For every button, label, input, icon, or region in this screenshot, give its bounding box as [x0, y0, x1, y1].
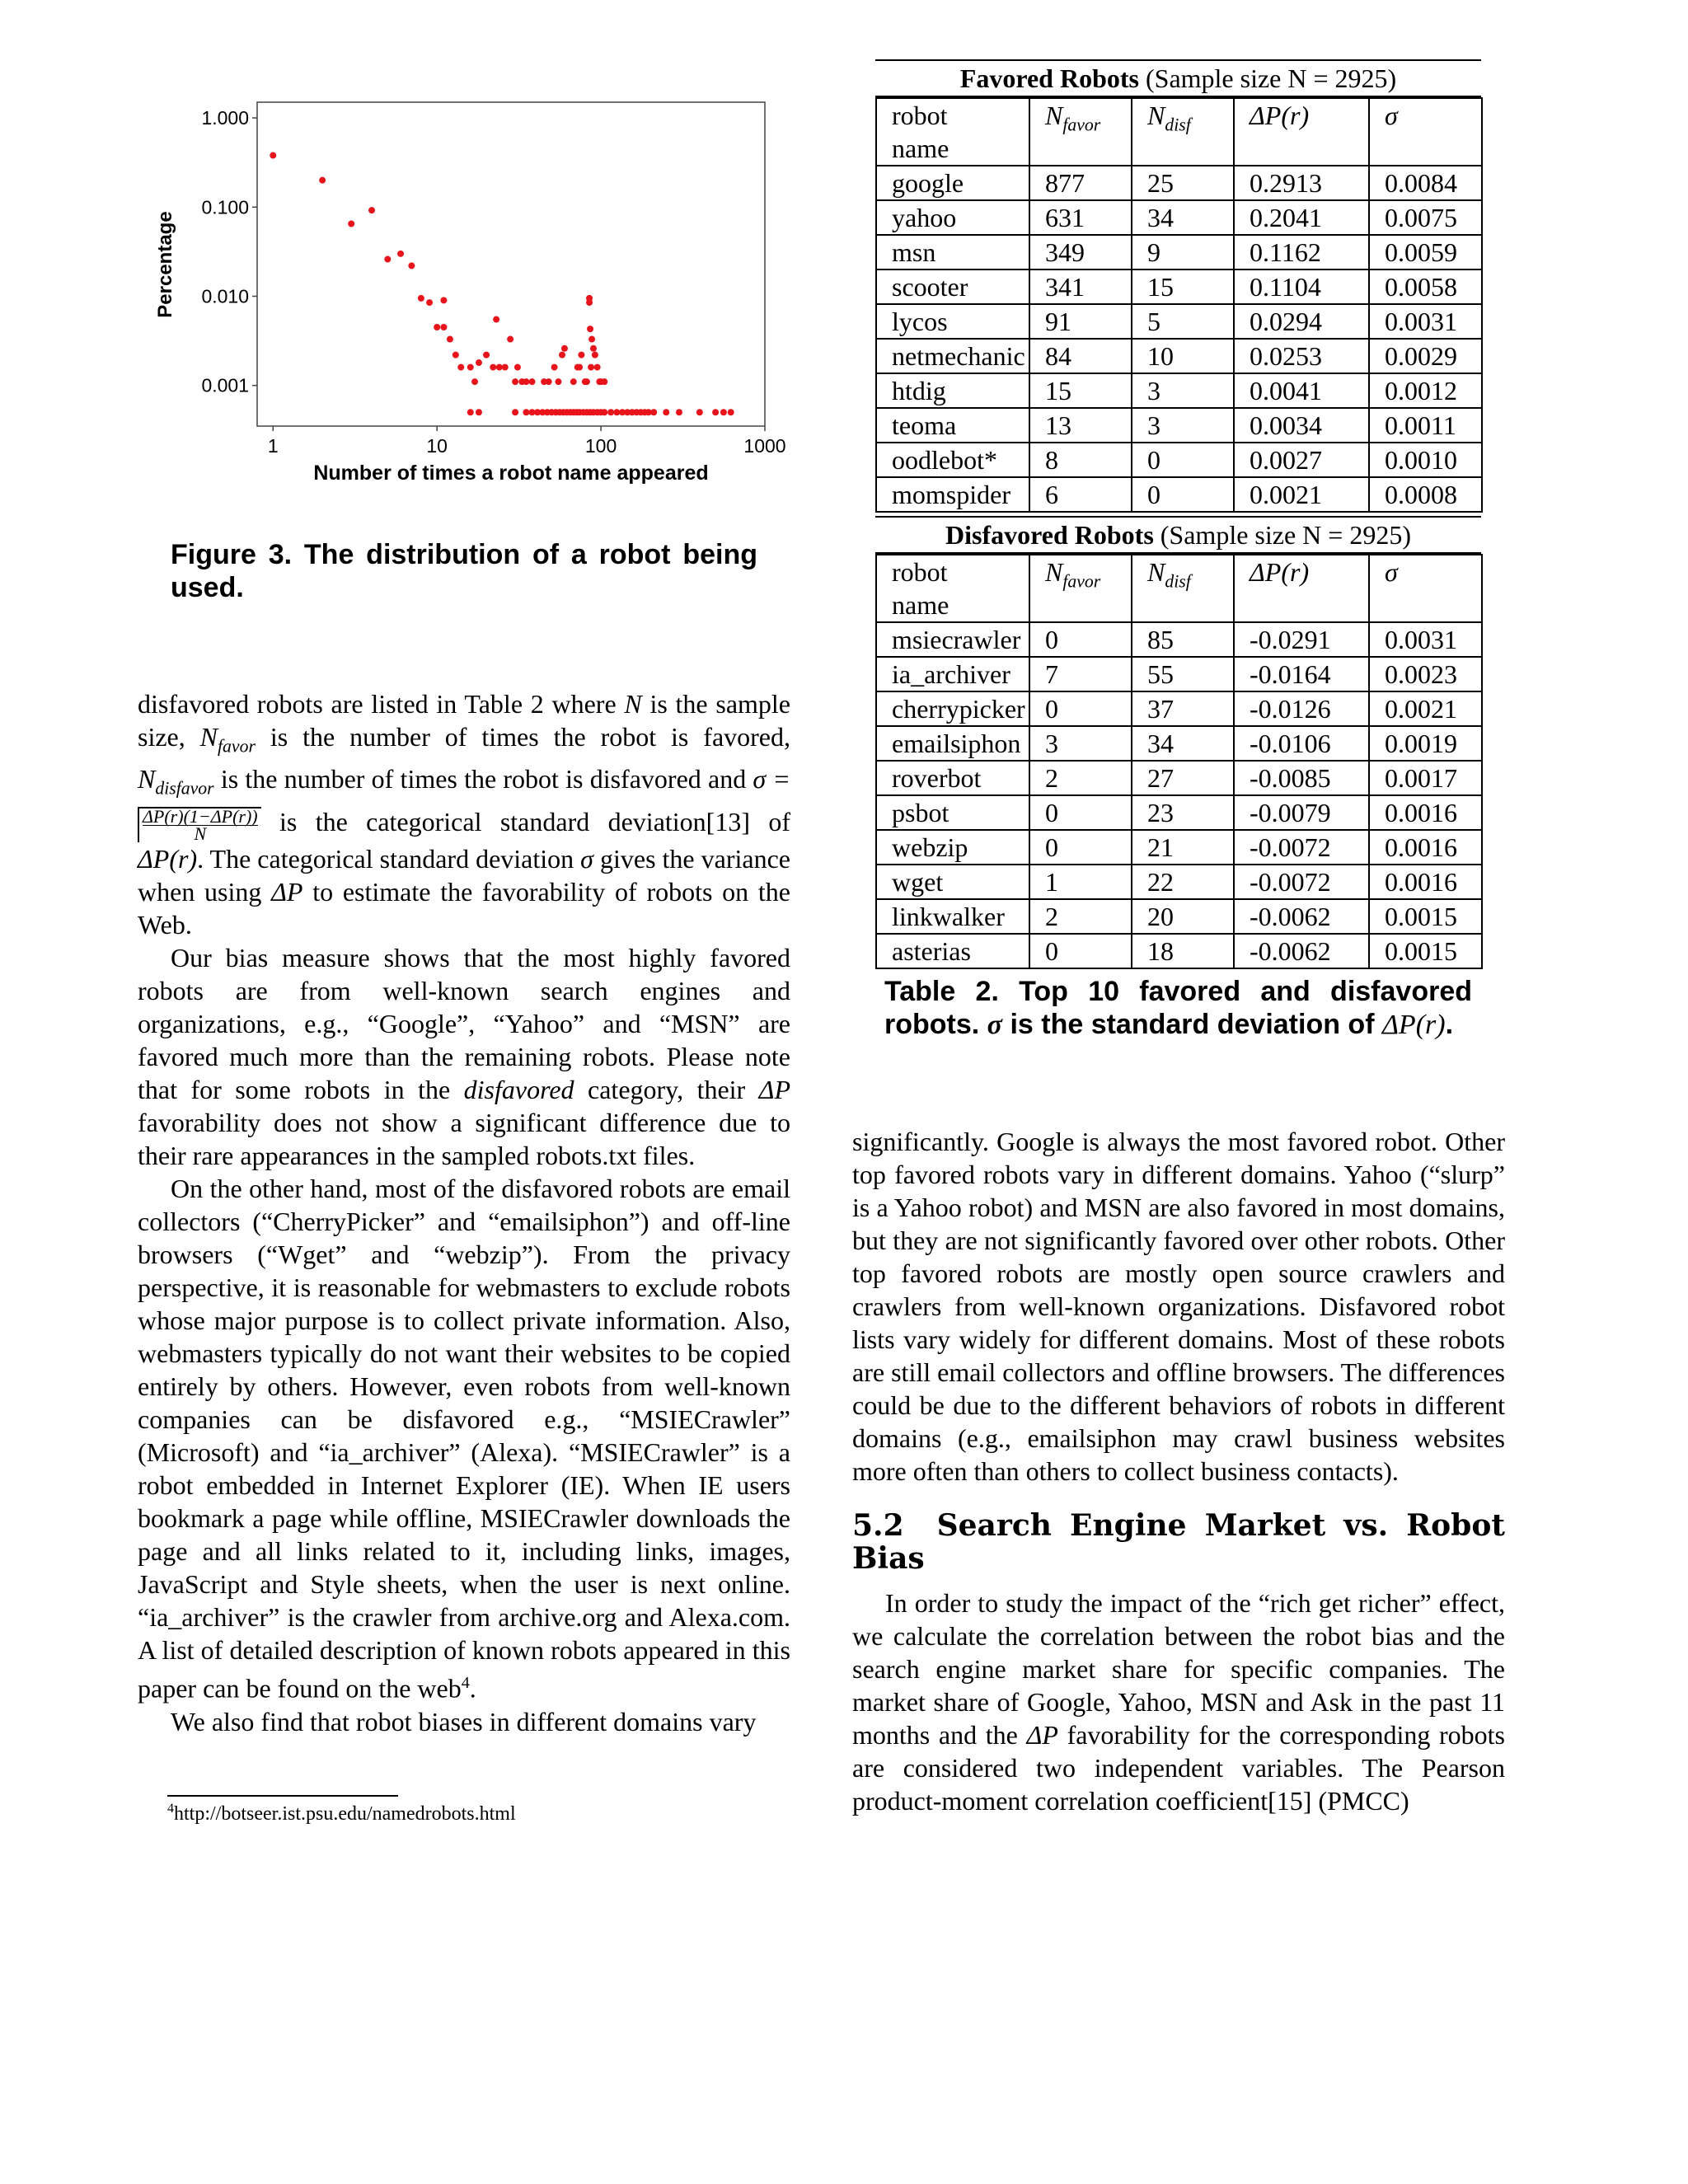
delta-p-cell: -0.0079 — [1234, 795, 1369, 830]
data-point — [447, 336, 453, 343]
y-tick-label: 0.001 — [201, 374, 249, 396]
data-point — [467, 364, 474, 371]
header-delta-p: ΔP(r) — [1234, 98, 1369, 166]
data-point — [594, 364, 601, 371]
robot-name-cell: ia_archiver — [876, 657, 1029, 691]
sigma-cell: 0.0019 — [1369, 726, 1482, 761]
robot-name-cell: msn — [876, 235, 1029, 269]
nfavor-cell: 0 — [1029, 795, 1132, 830]
nfavor-cell: 0 — [1029, 830, 1132, 865]
ndisf-cell: 27 — [1132, 761, 1234, 795]
data-point — [476, 359, 482, 366]
delta-p-cell: 0.0021 — [1234, 477, 1369, 512]
robot-name-cell: netmechanic — [876, 339, 1029, 373]
table-row — [876, 408, 1482, 443]
ndisf-cell: 23 — [1132, 795, 1234, 830]
header-ndisf: $N_{disf}$ — [1132, 98, 1234, 166]
x-tick-label: 100 — [584, 435, 617, 457]
data-point — [601, 378, 607, 385]
ndisf-cell: 55 — [1132, 657, 1234, 691]
robot-name-cell: msiecrawler — [876, 622, 1029, 657]
data-point — [418, 295, 424, 302]
table-header-row — [876, 98, 1482, 166]
sigma-cell: 0.0012 — [1369, 373, 1482, 408]
data-point — [476, 409, 482, 415]
nfavor-cell: 2 — [1029, 899, 1132, 934]
data-point — [490, 364, 496, 371]
data-point — [588, 336, 595, 343]
data-point — [529, 378, 536, 385]
robot-name-cell: asterias — [876, 934, 1029, 968]
data-point — [561, 345, 568, 352]
data-point — [696, 409, 703, 415]
table-row — [876, 934, 1482, 968]
sigma-cell: 0.0010 — [1369, 443, 1482, 477]
nfavor-cell: 15 — [1029, 373, 1132, 408]
data-point — [523, 409, 529, 415]
header-sigma: σ — [1369, 98, 1482, 166]
header-delta-p: ΔP(r) — [1234, 555, 1369, 622]
table-row — [876, 339, 1482, 373]
delta-p-cell: 0.0034 — [1234, 408, 1369, 443]
header-robot-name: robot name — [876, 98, 1029, 166]
ndisf-cell: 3 — [1132, 408, 1234, 443]
table-caption: Table 2. Top 10 favored and disfavored robots. σ is the standard deviation of ΔP(r). — [884, 976, 1472, 1040]
x-axis-label: Number of times a robot name appeared — [313, 462, 709, 485]
table-row — [876, 477, 1482, 512]
data-point — [426, 299, 433, 306]
table-row — [876, 657, 1482, 691]
x-tick-label: 1 — [267, 435, 279, 457]
delta-p-cell: -0.0072 — [1234, 865, 1369, 899]
ndisf-cell: 21 — [1132, 830, 1234, 865]
sigma-cell: 0.0008 — [1369, 477, 1482, 512]
data-point — [348, 221, 354, 227]
data-point — [440, 297, 447, 303]
data-point — [663, 409, 669, 415]
y-tick-label: 1.000 — [201, 107, 249, 129]
table-row — [876, 899, 1482, 934]
data-point — [676, 409, 682, 415]
ndisf-cell: 15 — [1132, 269, 1234, 304]
x-tick-label: 1000 — [743, 435, 786, 457]
robot-name-cell: roverbot — [876, 761, 1029, 795]
data-point — [496, 364, 503, 371]
table-row — [876, 622, 1482, 657]
data-point — [467, 409, 474, 415]
robot-name-cell: psbot — [876, 795, 1029, 830]
data-point — [712, 409, 719, 415]
nfavor-cell: 3 — [1029, 726, 1132, 761]
data-point — [592, 352, 598, 359]
data-point — [457, 364, 464, 371]
table-row — [876, 830, 1482, 865]
robot-name-cell: htdig — [876, 373, 1029, 408]
ndisf-cell: 10 — [1132, 339, 1234, 373]
delta-p-cell: 0.0041 — [1234, 373, 1369, 408]
data-point — [319, 177, 326, 184]
data-point — [551, 364, 558, 371]
robot-name-cell: webzip — [876, 830, 1029, 865]
delta-p-cell: -0.0072 — [1234, 830, 1369, 865]
delta-p-cell: -0.0126 — [1234, 691, 1369, 726]
header-sigma: σ — [1369, 555, 1482, 622]
nfavor-cell: 0 — [1029, 934, 1132, 968]
paragraph: disfavored robots are listed in Table 2 where N is the sample size, $N_{favor}$ is the number of times the robot is favored, $N_{disfavor}$ is the number of times the robot is disfavored and σ = $\frac{\Delta P(r)(1-\Delta P(r))}{N}$ is the categorical standard deviation[13] of ΔP(r). The categorical standard deviation σ gives the variance when using ΔP to estimate the favorability of robots on the Web. — [138, 689, 791, 940]
figure-caption: Figure 3. The distribution of a robot being used. — [171, 539, 757, 603]
sigma-cell: 0.0016 — [1369, 795, 1482, 830]
data-point — [555, 378, 561, 385]
sigma-cell: 0.0023 — [1369, 657, 1482, 691]
ndisf-cell: 3 — [1132, 373, 1234, 408]
delta-p-cell: -0.0106 — [1234, 726, 1369, 761]
data-point — [502, 364, 509, 371]
data-point — [440, 324, 447, 330]
delta-p-cell: -0.0164 — [1234, 657, 1369, 691]
nfavor-cell: 2 — [1029, 761, 1132, 795]
scatter-chart — [132, 78, 791, 490]
nfavor-cell: 631 — [1029, 200, 1132, 235]
robot-name-cell: teoma — [876, 408, 1029, 443]
ndisf-cell: 34 — [1132, 726, 1234, 761]
ndisf-cell: 18 — [1132, 934, 1234, 968]
data-point — [270, 152, 276, 159]
favored-table — [875, 97, 1483, 513]
sigma-cell: 0.0084 — [1369, 166, 1482, 200]
paragraph: In order to study the impact of the “rich get richer” effect, we calculate the correlation between the robot bias and the search engine market share for specific companies. The market share of Google, Yahoo, MSN and Ask in the past 11 months and the ΔP favorability for the corresponding robots are considered two independent variables. The Pearson product-moment correlation coefficient[15] (PMCC) — [852, 1588, 1506, 1816]
robot-name-cell: linkwalker — [876, 899, 1029, 934]
sigma-cell: 0.0059 — [1369, 235, 1482, 269]
table-row — [876, 795, 1482, 830]
data-point — [587, 326, 593, 332]
table-row — [876, 200, 1482, 235]
robot-name-cell: cherrypicker — [876, 691, 1029, 726]
paragraph: significantly. Google is always the most favored robot. Other top favored robots vary in different domains. Yahoo (“slurp” is a Yahoo robot) and MSN are also favored in most domains, but they are not significantly favored over other robots. Other top favored robots are mostly open source crawlers and crawlers from well-known organizations. Disfavored robot lists vary widely for different domains. Most of these robots are still email collectors and offline browsers. The differences could be due to the different behaviors of robots in different domains (e.g., emailsiphon may crawl business websites more often than others to collect business contacts). — [852, 1127, 1505, 1486]
delta-p-cell: 0.2913 — [1234, 166, 1369, 200]
data-point — [720, 409, 727, 415]
footnote: $^4$http://botseer.ist.psu.edu/namedrobots.html — [167, 1802, 516, 1825]
nfavor-cell: 84 — [1029, 339, 1132, 373]
nfavor-cell: 0 — [1029, 691, 1132, 726]
data-point — [408, 262, 415, 269]
nfavor-cell: 0 — [1029, 622, 1132, 657]
paragraph: We also find that robot biases in different domains vary — [171, 1706, 757, 1736]
robot-name-cell: yahoo — [876, 200, 1029, 235]
table-row — [876, 726, 1482, 761]
sigma-cell: 0.0029 — [1369, 339, 1482, 373]
table-row — [876, 304, 1482, 339]
y-axis-label: Percentage — [154, 211, 176, 318]
table-row — [876, 373, 1482, 408]
data-point — [570, 378, 577, 385]
disfavored-table — [875, 554, 1483, 969]
table-2 — [875, 59, 1481, 969]
data-point — [368, 207, 375, 213]
delta-p-cell: 0.0027 — [1234, 443, 1369, 477]
delta-p-cell: -0.0062 — [1234, 899, 1369, 934]
footnote-rule — [167, 1795, 398, 1797]
sigma-cell: 0.0058 — [1369, 269, 1482, 304]
data-point — [590, 345, 597, 352]
data-point — [607, 409, 614, 415]
plot-frame — [257, 102, 765, 426]
y-tick-label: 0.100 — [201, 196, 249, 218]
sigma-cell: 0.0021 — [1369, 691, 1482, 726]
table-header-row — [876, 555, 1482, 622]
data-point — [434, 324, 440, 330]
table-row — [876, 691, 1482, 726]
robot-name-cell: emailsiphon — [876, 726, 1029, 761]
nfavor-cell: 7 — [1029, 657, 1132, 691]
nfavor-cell: 349 — [1029, 235, 1132, 269]
sigma-cell: 0.0075 — [1369, 200, 1482, 235]
data-point — [576, 364, 583, 371]
data-point — [493, 316, 499, 323]
paragraph: On the other hand, most of the disfavored robots are email collectors (“CherryPicker” and “emailsiphon”) and off-line browsers (“Wget” and “webzip”). From the privacy perspective, it is reasonable for webmasters to exclude robots whose major purpose is to collect private information. Also, webmasters typically do not want their websites to be copied entirely by others. However, even robots from well-known companies can be disfavored e.g., “MSIECrawler” (Microsoft) and “ia_archiver” (Alexa). “MSIECrawler” is a robot embedded in Internet Explorer (IE). When IE users bookmark a page while offline, MSIECrawler downloads the page and all links related to it, including links, images, JavaScript and Style sheets, when the user is next online. “ia_archiver” is the crawler from archive.org and Alexa.com. A list of detailed description of known robots appeared in this paper can be found on the web$^4$. — [138, 1173, 790, 1704]
figure-3 — [132, 78, 791, 490]
data-point — [586, 299, 593, 306]
left-column — [138, 687, 790, 1738]
data-point — [650, 409, 657, 415]
data-point — [546, 378, 552, 385]
robot-name-cell: wget — [876, 865, 1029, 899]
robot-name-cell: oodlebot* — [876, 443, 1029, 477]
ndisf-cell: 5 — [1132, 304, 1234, 339]
y-tick-label: 0.010 — [201, 285, 249, 307]
ndisf-cell: 85 — [1132, 622, 1234, 657]
data-point — [397, 251, 404, 257]
header-nfavor: $N_{favor}$ — [1029, 555, 1132, 622]
sigma-cell: 0.0031 — [1369, 304, 1482, 339]
data-point — [728, 409, 734, 415]
data-point — [578, 352, 584, 359]
ndisf-cell: 0 — [1132, 477, 1234, 512]
delta-p-cell: 0.0253 — [1234, 339, 1369, 373]
delta-p-cell: 0.0294 — [1234, 304, 1369, 339]
robot-name-cell: lycos — [876, 304, 1029, 339]
data-point — [559, 352, 565, 359]
delta-p-cell: -0.0085 — [1234, 761, 1369, 795]
data-point — [601, 409, 607, 415]
sigma-cell: 0.0016 — [1369, 830, 1482, 865]
data-point — [584, 378, 590, 385]
paragraph: Our bias measure shows that the most highly favored robots are from well-known search engines and organizations, e.g., “Google”, “Yahoo” and “MSN” are favored much more than the remaining robots. Please note that for some robots in the disfavored category, their ΔP favorability does not show a significant difference due to their rare appearances in the sampled robots.txt files. — [138, 942, 790, 1170]
nfavor-cell: 6 — [1029, 477, 1132, 512]
sigma-cell: 0.0015 — [1369, 934, 1482, 968]
sigma-cell: 0.0016 — [1369, 865, 1482, 899]
nfavor-cell: 1 — [1029, 865, 1132, 899]
data-point — [523, 378, 529, 385]
data-point — [452, 352, 459, 359]
robot-name-cell: google — [876, 166, 1029, 200]
delta-p-cell: 0.2041 — [1234, 200, 1369, 235]
delta-p-cell: -0.0062 — [1234, 934, 1369, 968]
table-row — [876, 269, 1482, 304]
table-row — [876, 166, 1482, 200]
data-point — [384, 256, 391, 263]
sigma-cell: 0.0017 — [1369, 761, 1482, 795]
delta-p-cell: 0.1104 — [1234, 269, 1369, 304]
header-robot-name: robot name — [876, 555, 1029, 622]
sqrt-fraction: $\frac{\Delta P(r)(1-\Delta P(r))}{N}$ — [138, 807, 261, 842]
table-row — [876, 235, 1482, 269]
table-row — [876, 865, 1482, 899]
table-row — [876, 761, 1482, 795]
nfavor-cell: 341 — [1029, 269, 1132, 304]
data-point — [514, 364, 521, 371]
data-point — [588, 364, 594, 371]
sigma-cell: 0.0031 — [1369, 622, 1482, 657]
favored-table-title: Favored Robots (Sample size N = 2925) — [875, 59, 1481, 97]
ndisf-cell: 37 — [1132, 691, 1234, 726]
data-point — [483, 352, 490, 359]
ndisf-cell: 9 — [1132, 235, 1234, 269]
nfavor-cell: 8 — [1029, 443, 1132, 477]
nfavor-cell: 877 — [1029, 166, 1132, 200]
ndisf-cell: 20 — [1132, 899, 1234, 934]
delta-p-cell: -0.0291 — [1234, 622, 1369, 657]
sigma-cell: 0.0011 — [1369, 408, 1482, 443]
disfavored-table-title: Disfavored Robots (Sample size N = 2925) — [875, 516, 1481, 554]
data-point — [471, 378, 478, 385]
header-nfavor: $N_{favor}$ — [1029, 98, 1132, 166]
nfavor-cell: 13 — [1029, 408, 1132, 443]
ndisf-cell: 0 — [1132, 443, 1234, 477]
sigma-cell: 0.0015 — [1369, 899, 1482, 934]
robot-name-cell: momspider — [876, 477, 1029, 512]
data-point — [512, 378, 518, 385]
table-row — [876, 443, 1482, 477]
nfavor-cell: 91 — [1029, 304, 1132, 339]
delta-p-cell: 0.1162 — [1234, 235, 1369, 269]
ndisf-cell: 22 — [1132, 865, 1234, 899]
ndisf-cell: 25 — [1132, 166, 1234, 200]
ndisf-cell: 34 — [1132, 200, 1234, 235]
data-point — [512, 409, 518, 415]
data-point — [507, 336, 513, 343]
header-ndisf: $N_{disf}$ — [1132, 555, 1234, 622]
section-heading: 5.2 Search Engine Market vs. Robot Bias — [852, 1508, 1505, 1576]
robot-name-cell: scooter — [876, 269, 1029, 304]
right-column — [852, 1125, 1505, 1817]
x-tick-label: 10 — [426, 435, 448, 457]
